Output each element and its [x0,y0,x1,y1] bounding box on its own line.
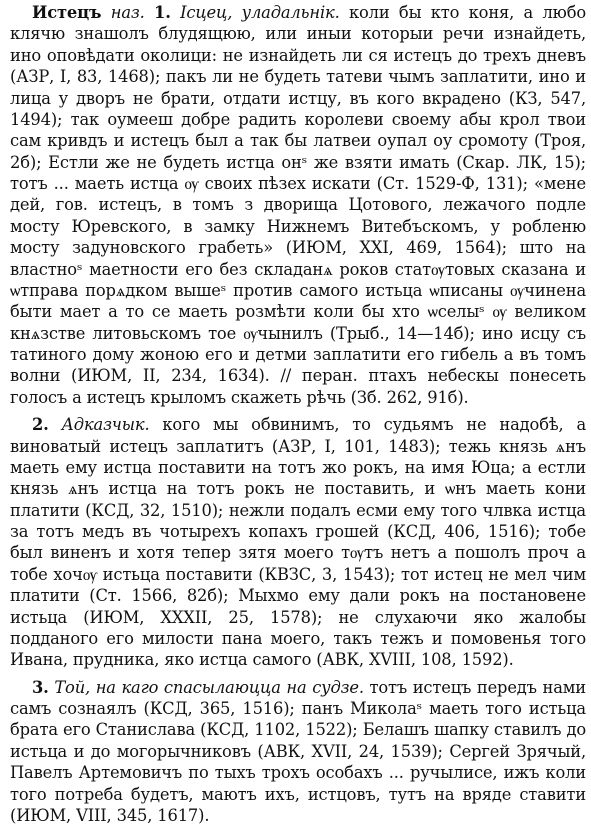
sense-3-paragraph [10,677,586,827]
headword: Истецъ [32,3,102,22]
sense-number: 2. [32,415,49,435]
sense-citations: кого мы обвинимъ, то судьямъ не надобѣ, а виноватый истецъ заплатитъ (АЗР, I, 101, 1483); тежь князь ѧнъ маеть ему истца поставити на тотъ жо рокъ, на имя Юца; а естли князь ѧнъ истца на тотъ рокъ не поставить, и ѡнъ маеть кони платити (КСД, 32, 1510); нежли подалъ есми ему того члвка истца за тотъ медъ въ чотырехъ копахъ грошей (КСД, 406, 1516); тобе был виненъ и хотя тепер зятя моего тѹтъ нетъ а пошолъ проч а тобе хочѹ истьца поставити (КВЗС, 3, 1543); тот истец не мел чим платити (Ст. 1566, 82б); Мыхмо ему дали рокъ на постановене истьца (ИЮМ, XXXII, 25, 1578); не слухаючи яко жалобы подданого его милости пана моего, такъ тежъ и помовенья того Ивана, прудника, яко истца самого (АВК, XVIII, 108, 1592). [10,415,586,670]
part-of-speech: наз. [110,3,145,22]
sense-citations: коли бы кто коня, а любо клячю знашолъ блудящюю, или иныи которыи речи изнайдеть, ино оповѣдати околици: не изнайдеть ли ся истецъ до трехъ дневъ (АЗР, I, 83, 1468); пакъ ли не будеть татеви чымъ заплатити, ино и лица у дворъ не брати, отдати истцу, въ кого вкрадено (КЗ, 547, 1494); так оумееш добре радить королеви своему абы крол твои сам кривдъ и истецъ был а так бы латвеи оупал оу сромоту (Троя, 2б); Естли же не будеть истца онˢ же взяти имать (Скар. ЛК, 15); тотъ ... маеть истца ѹ своих пѣзех искати (Ст. 1529-Ф, 131); «мене дей, гов. истецъ, в томъ з дворища Цотового, лежачого подле мосту Юревского, в замку Нижнемъ Витебъскомъ, у робленю мосту задуновского грабеть» (ИЮМ, XXI, 469, 1564); што на властноˢ маетности его без складанѧ роков статѹтовых сказана и ѡтправа порѧдком вышеˢ против самого истьца ѡписаны ѹчинена быти мает а то се маеть розмѣти коли бы хто ѡселыˢ ѹ великом кнѧзстве литовьскомъ тое ѹчынилъ (Трыб., 14—14б); ино исцу съ татиного дому жоною его и детми заплатити его гибель а въ томъ волни (ИЮМ, II, 234, 1634). // перан. птахъ небескы понесеть голосъ а истецъ крыломъ скажеть рѣчь (Зб. 262, 91б). [10,3,586,407]
sense-definition: Той, на каго спасылаюцца на судзе. [54,677,364,697]
sense-citations: тотъ истецъ передъ нами самъ сознаялъ (КСД, 365, 1516); панъ Миколаˢ маеть того истьца брата его Станислава (КСД, 1102, 1522); Белашъ шапку ставилъ до истьца и до могорычниковъ (АВК, XVII, 24, 1539); Сергей Зрячый, Павелъ Артемовичъ по тыхъ трохъ особахъ ... ручылисе, ижъ коли того потреба будетъ, маютъ ихъ, истцовъ, тутъ на вряде ставити (ИЮМ, VIII, 345, 1617). [10,677,586,825]
sense-definition: Ісцец, уладальнік. [180,3,340,22]
sense-2-paragraph [10,414,586,671]
sense-number: 3. [32,677,49,697]
sense-1-paragraph [10,2,586,408]
sense-definition: Адказчык. [61,415,150,435]
sense-number: 1. [154,3,171,22]
dictionary-entry [10,2,586,826]
